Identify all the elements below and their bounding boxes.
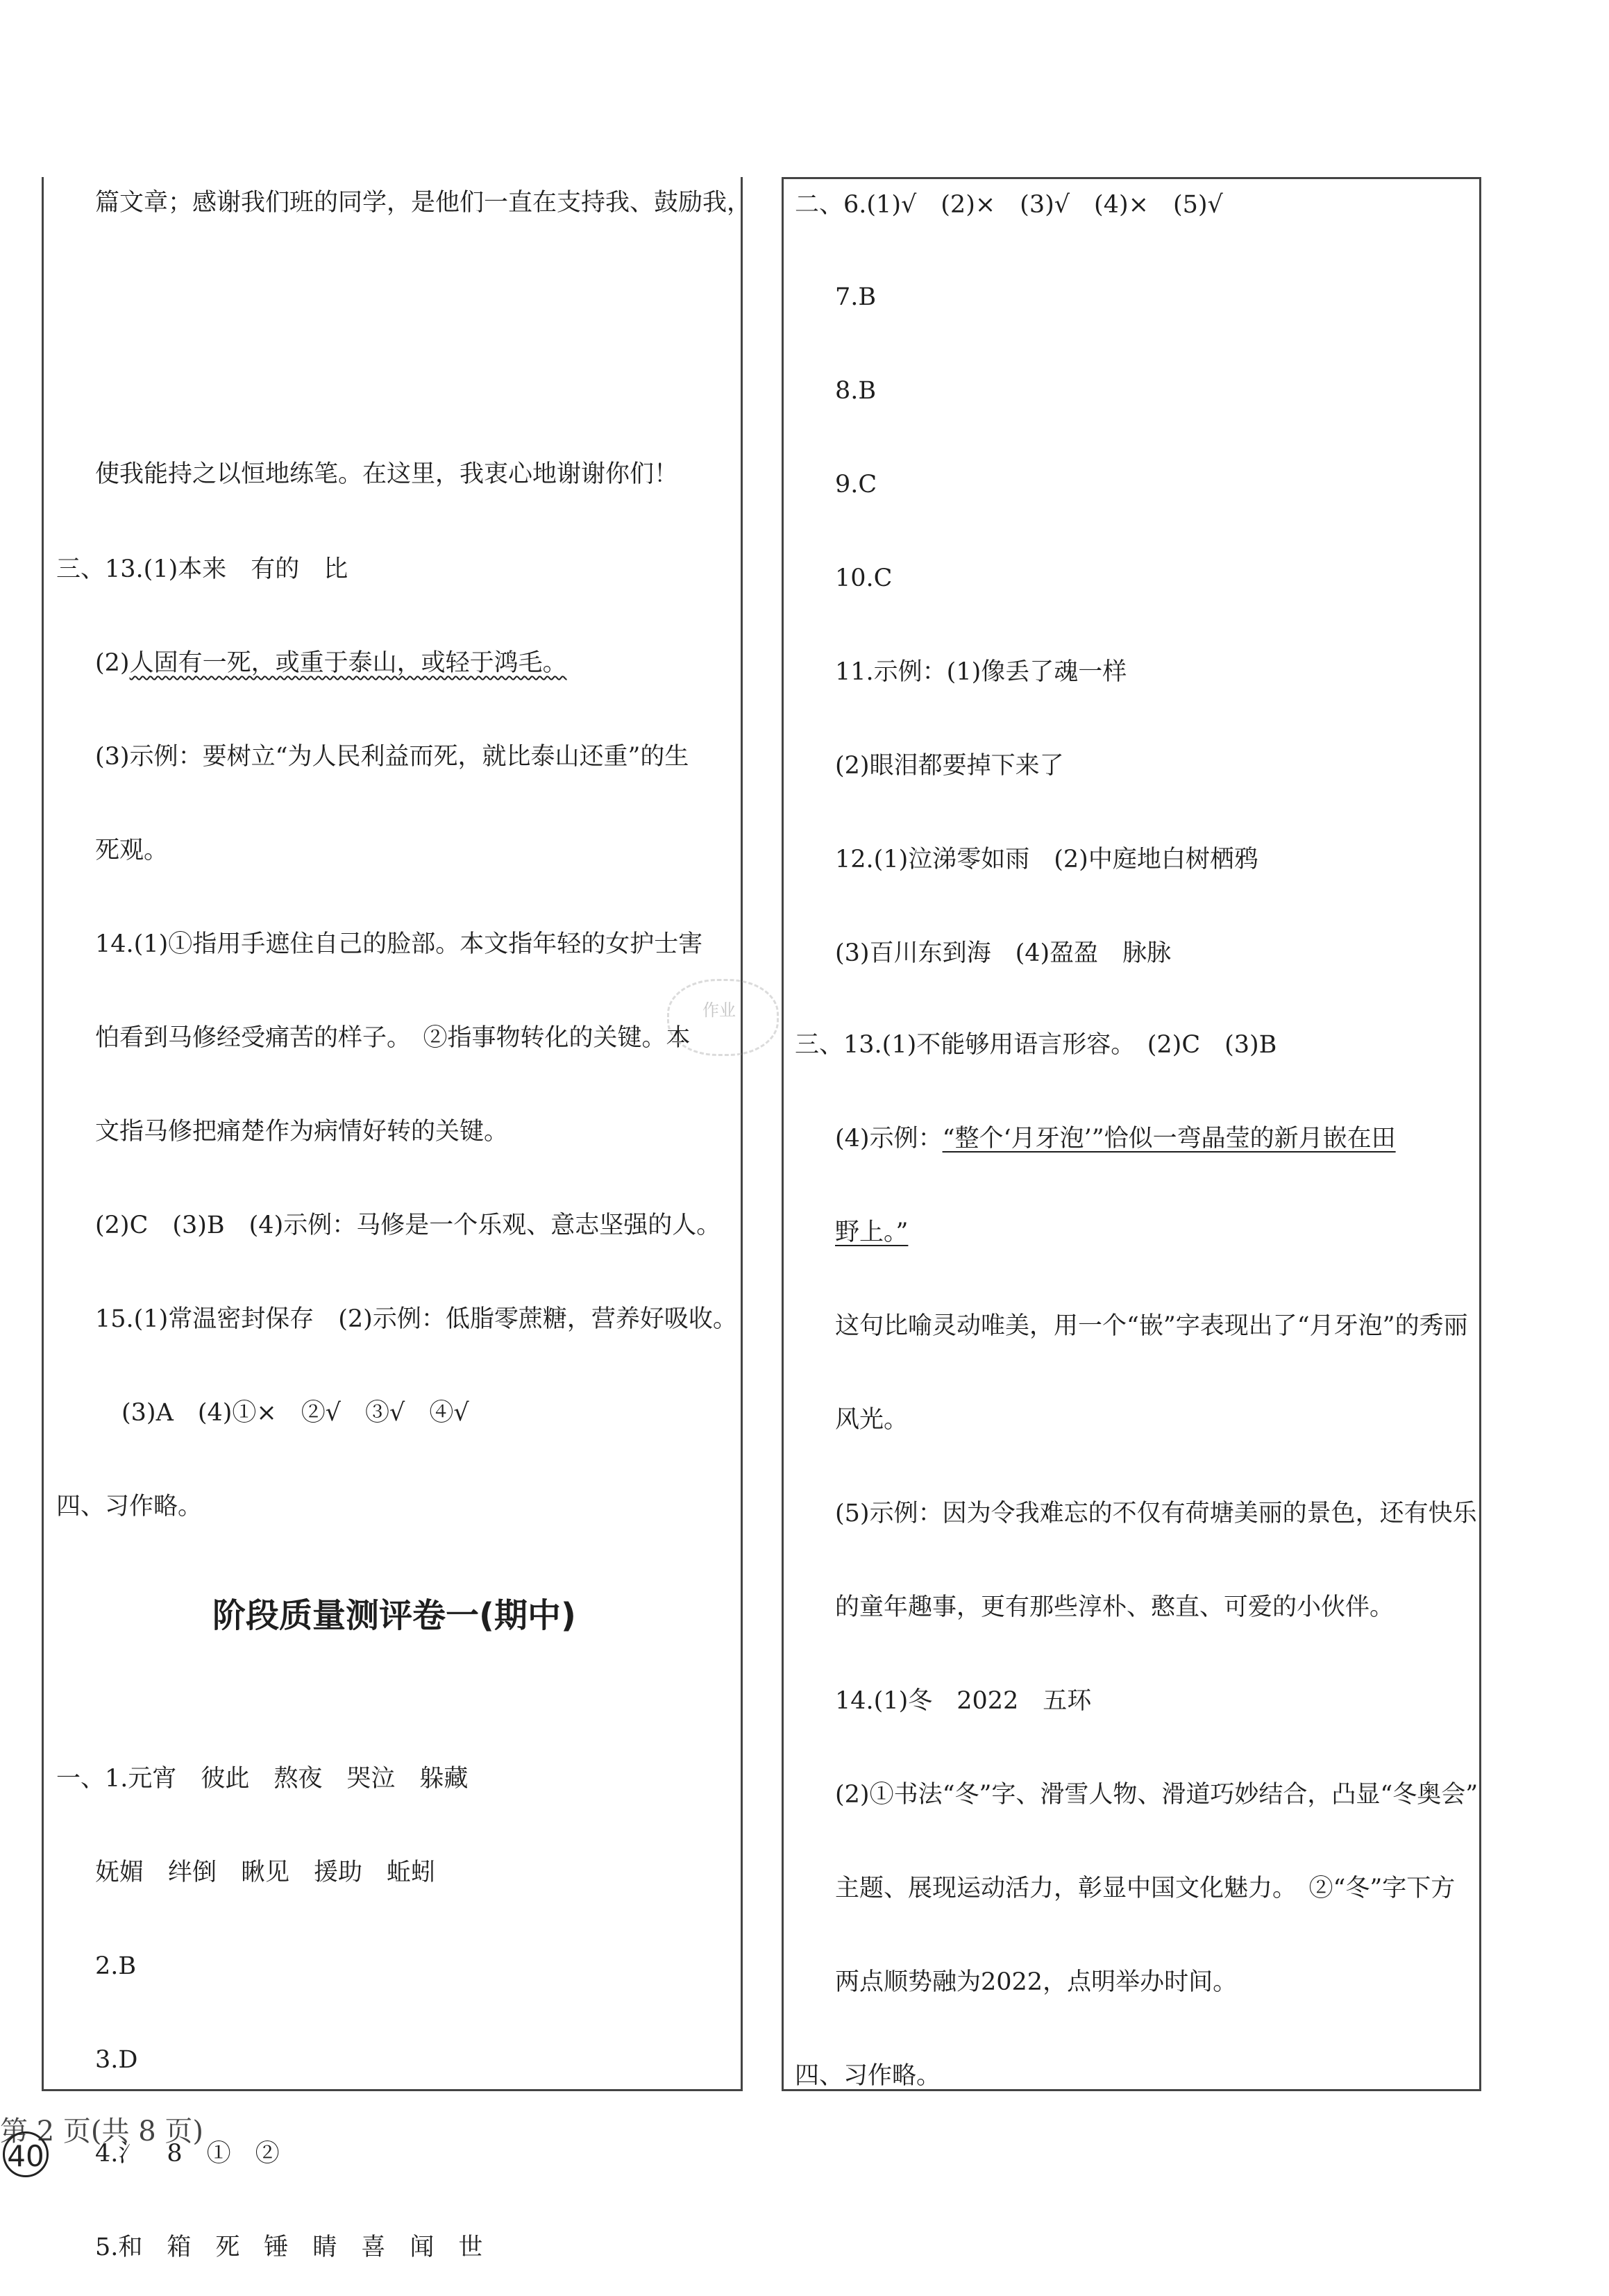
answer-line: (2)C (3)B (4)示例：马修是一个乐观、意志坚强的人。 <box>95 1212 721 1239</box>
answer-line: 死观。 <box>95 837 169 864</box>
answer-line: 四、习作略。 <box>795 2062 941 2090</box>
answer-line <box>835 1121 1396 1156</box>
answer-line <box>835 1215 908 1250</box>
answer-line: 14.(1)①指用手遮住自己的脸部。本文指年轻的女护士害 <box>95 930 703 958</box>
answer-line: 4.氵 8 ① ② <box>95 2140 280 2168</box>
answer-line: 一、1.元宵 彼此 熬夜 哭泣 躲藏 <box>56 1765 469 1793</box>
answer-line: 三、13.(1)不能够用语言形容。 (2)C (3)B <box>795 1031 1277 1059</box>
answer-line: 11.示例：(1)像丢了魂一样 <box>835 658 1127 686</box>
answer-line: 怕看到马修经受痛苦的样子。 ②指事物转化的关键。本 <box>95 1024 691 1052</box>
answer-line: (5)示例：因为令我难忘的不仅有荷塘美丽的景色，还有快乐 <box>835 1500 1477 1527</box>
answer-line: 5.和 箱 死 锤 睛 喜 闻 世 <box>95 2234 483 2261</box>
answer-line: 妩媚 绊倒 瞅见 援助 蚯蚓 <box>95 1859 436 1886</box>
homework-stamp-watermark <box>667 979 779 1056</box>
page-info: 第 2 页(共 8 页) <box>0 2115 203 2147</box>
underlined-answer: 野上。” <box>835 1218 909 1246</box>
answer-line: (3)百川东到海 (4)盈盈 脉脉 <box>835 939 1172 967</box>
answer-line: 风光。 <box>835 1406 909 1434</box>
stamp-text: 作业 <box>702 1000 736 1020</box>
answer-line: (3)A (4)①× ②√ ③√ ④√ <box>121 1399 469 1427</box>
answer-line: 的童年趣事，更有那些淳朴、憨直、可爱的小伙伴。 <box>835 1593 1395 1621</box>
answer-line: 10.C <box>835 564 893 592</box>
answer-line: 四、习作略。 <box>56 1493 203 1520</box>
answer-line: 2.B <box>95 1952 137 1980</box>
answer-line: 使我能持之以恒地练笔。在这里，我衷心地谢谢你们！ <box>95 460 679 488</box>
answer-label: (2) <box>95 649 130 677</box>
answer-label: (4)示例： <box>835 1125 943 1153</box>
answer-line: 14.(1)冬 2022 五环 <box>835 1687 1092 1715</box>
answer-line: 三、13.(1)本来 有的 比 <box>56 555 348 583</box>
answer-line: (3)示例：要树立“为人民利益而死，就比泰山还重”的生 <box>95 743 689 771</box>
right-answer-column <box>782 177 1481 2091</box>
underlined-answer: “整个‘月牙泡’”恰似一弯晶莹的新月嵌在田 <box>942 1125 1396 1153</box>
answer-line: 主题、展现运动活力，彰显中国文化魅力。 ②“冬”字下方 <box>835 1875 1456 1902</box>
answer-line: 12.(1)泣涕零如雨 (2)中庭地白树栖鸦 <box>835 846 1258 873</box>
answer-line: 9.C <box>835 471 877 498</box>
answer-line <box>95 646 567 680</box>
answer-line: 篇文章；感谢我们班的同学，是他们一直在支持我、鼓励我， <box>95 189 752 217</box>
answer-line: 15.(1)常温密封保存 (2)示例：低脂零蔗糖，营养好吸收。 <box>95 1305 737 1333</box>
answer-line: (2)眼泪都要掉下来了 <box>835 752 1064 780</box>
page-number-circle: 40 <box>3 2131 49 2177</box>
answer-line: 二、6.(1)√ (2)× (3)√ (4)× (5)√ <box>795 191 1223 219</box>
answer-line: 这句比喻灵动唯美，用一个“嵌”字表现出了“月牙泡”的秀丽 <box>835 1312 1468 1340</box>
answer-line: 两点顺势融为2022，点明举办时间。 <box>835 1968 1238 1996</box>
answer-line: 7.B <box>835 283 877 311</box>
section-title: 阶段质量测评卷一(期中) <box>212 1596 576 1635</box>
answer-line: 3.D <box>95 2046 138 2074</box>
answer-line: (2)①书法“冬”字、滑雪人物、滑道巧妙结合，凸显“冬奥会” <box>835 1781 1479 1809</box>
answer-line: 8.B <box>835 377 877 405</box>
wavy-underlined-answer: 人固有一死，或重于泰山，或轻于鸿毛。 <box>129 649 567 677</box>
answer-line: 文指马修把痛楚作为病情好转的关键。 <box>95 1118 509 1146</box>
